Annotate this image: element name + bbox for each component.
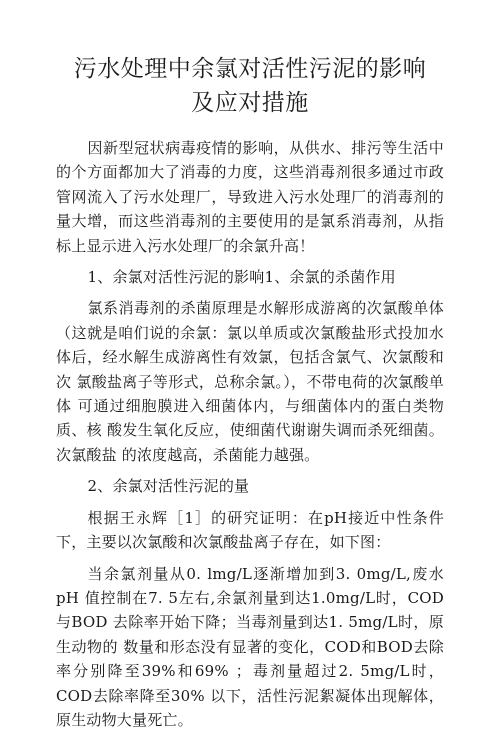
section-heading-1: 1、余氯对活性污泥的影响1、余氯的杀菌作用 [87, 268, 396, 287]
document-title: 污水处理中余氯对活性污泥的影响及应对措施 [73, 56, 427, 116]
section-heading-2: 2、余氯对活性污泥的量 [87, 477, 250, 496]
paragraph-research: 根据王永辉［1］的研究证明：在pH接近中性条件下，主要以次氯酸和次氯酸盐离子存在，如下图： [56, 508, 444, 552]
paragraph-sterilization: 氯系消毒剂的杀菌原理是水解形成游离的次氯酸单体（这就是咱们说的余氯：氯以单质或次氯酸盐形式投加水体后，经水解生成游离性有效氯，包括含氯气、次氯酸和次 氯酸盐离子等形式，总称余氯。），不带电荷的次氯酸单体 可通过细胞膜进入细菌体内，与细菌体内的蛋白类物质、核 酸发生氧化反应，使细菌代谢谢失调而杀死细菌。次氯酸盐 的浓度越高，杀菌能力越强。 [56, 299, 444, 464]
paragraph-dosage: 当余氯剂量从0. lmg/L逐渐增加到3. 0mg/L,废水pH 值控制在7. 5左右,余氯剂量到达1.0mg/L时，COD与BOD 去除率开始下降；当毒剂量到达1. 5mg/L时，原生动物的 数量和形态没有显著的变化，COD和BOD去除率分别降至39%和69% ；毒剂量超过2. 5mg/L时，COD去除率降至30% 以下，活性污泥絮凝体出现解体，原生动物大量死亡。 [56, 564, 444, 729]
paragraph-intro: 因新型冠状病毒疫情的影响，从供水、排污等生活中的个方面都加大了消毒的力度，这些消毒剂很多通过市政管网流入了污水处理厂，导致进入污水处理厂的消毒剂的量大增，而这些消毒剂的主要使用的是氯系消毒剂，从指标上显示进入污水处理厂的余氯升高！ [56, 139, 444, 255]
